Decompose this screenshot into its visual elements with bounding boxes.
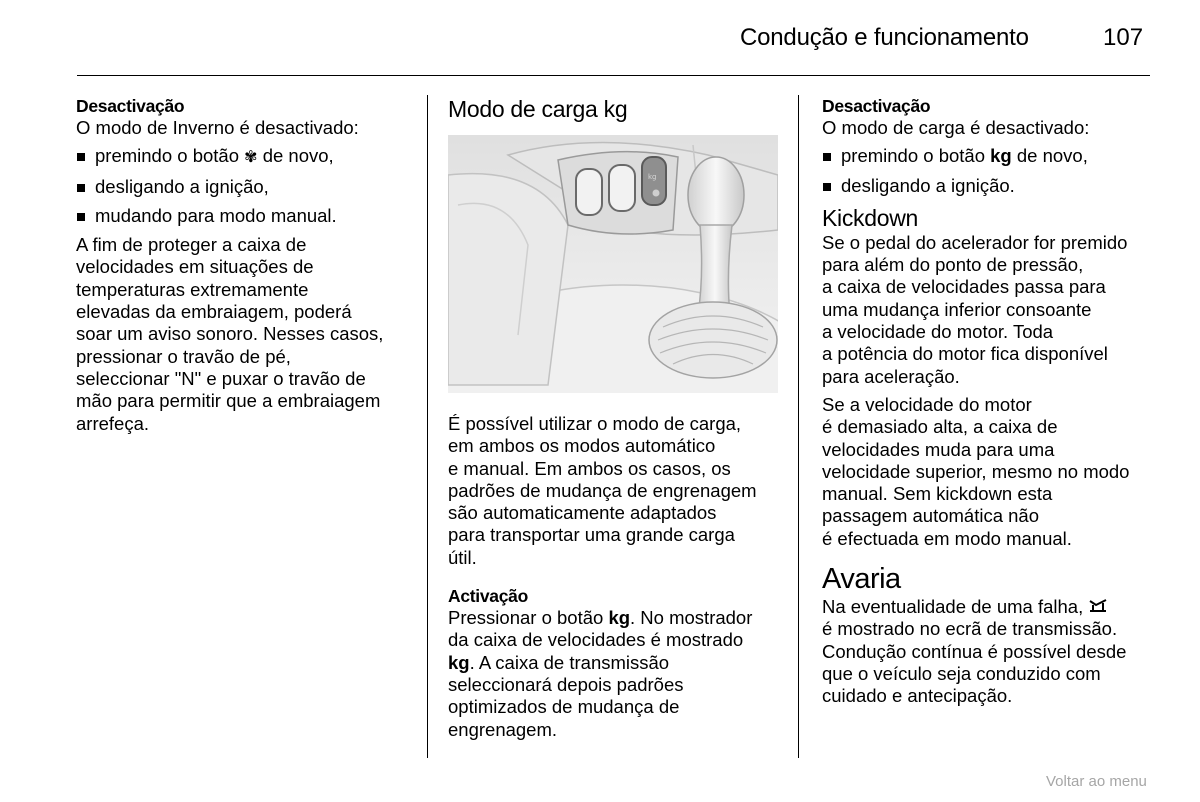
column-divider	[798, 95, 799, 758]
page-header-title: Condução e funcionamento	[740, 24, 1029, 51]
section-heading-kickdown: Kickdown	[822, 204, 919, 231]
column-divider	[427, 95, 428, 758]
bullet-icon	[77, 184, 85, 192]
paragraph: Se a velocidade do motor é demasiado alta, a caixa de velocidades muda para uma velocidade superior, mesmo no modo manual. Sem kickdown esta passagem automática não é efectuada em modo manual.	[822, 393, 1130, 549]
paragraph: Pressionar o botão kg. No mostrador da caixa de velocidades é mostrado kg. A caixa de transmissão seleccionará depois padrões optimizados de mudança de engrenagem.	[448, 607, 753, 740]
column-middle	[448, 95, 783, 741]
transmission-fault-icon	[1088, 598, 1108, 614]
back-to-menu-link[interactable]: Voltar ao menu	[1046, 773, 1147, 790]
header-divider	[77, 75, 1150, 76]
bullet-icon	[823, 153, 831, 161]
list-item: premindo o botão ✾ de novo,	[76, 145, 411, 168]
section-heading-deactivation: Desactivação	[822, 96, 931, 116]
paragraph: Se o pedal do acelerador for premido para além do ponto de pressão, a caixa de velocidades passa para uma mudança inferior consoante a velocidade do motor. Toda a potência do motor fica disponível para aceleração.	[822, 231, 1128, 387]
list-item: mudando para modo manual.	[76, 205, 411, 227]
column-left	[76, 95, 411, 435]
column-right	[822, 95, 1162, 708]
list-item: desligando a ignição.	[822, 175, 1162, 197]
bullet-list	[822, 145, 1162, 197]
section-heading-activation: Activação	[448, 586, 528, 607]
bullet-icon	[77, 213, 85, 221]
gear-selector-illustration	[448, 135, 778, 393]
svg-text:kg: kg	[648, 173, 657, 181]
section-heading-load-mode: Modo de carga kg	[448, 96, 628, 122]
paragraph: Na eventualidade de uma falha, é mostrado no ecrã de transmissão. Condução contínua é possível desde que o veículo seja conduzido com cuidado e antecipação.	[822, 596, 1127, 707]
section-heading-deactivation: Desactivação	[76, 96, 185, 116]
list-item: desligando a ignição,	[76, 176, 411, 198]
bullet-icon	[77, 153, 85, 161]
paragraph: É possível utilizar o modo de carga, em ambos os modos automático e manual. Em ambos os casos, os padrões de mudança de engrenagem são automaticamente adaptados para transportar uma grande carga útil.	[448, 413, 757, 568]
bullet-icon	[823, 183, 831, 191]
intro-text: O modo de Inverno é desactivado:	[76, 117, 359, 138]
section-heading-malfunction: Avaria	[822, 563, 901, 596]
winter-mode-icon: ✾	[244, 147, 258, 167]
paragraph: A fim de proteger a caixa de velocidades em situações de temperaturas extremamente elevadas da embraiagem, poderá soar um aviso sonoro. Nesses casos, pressionar o travão de pé, seleccionar "N" e puxar o travão de mão para permitir que a embraiagem arrefeça.	[76, 234, 384, 434]
bullet-list	[76, 145, 411, 227]
intro-text: O modo de carga é desactivado:	[822, 117, 1090, 138]
page-number: 107	[1103, 24, 1144, 51]
list-item: premindo o botão kg de novo,	[822, 145, 1162, 167]
